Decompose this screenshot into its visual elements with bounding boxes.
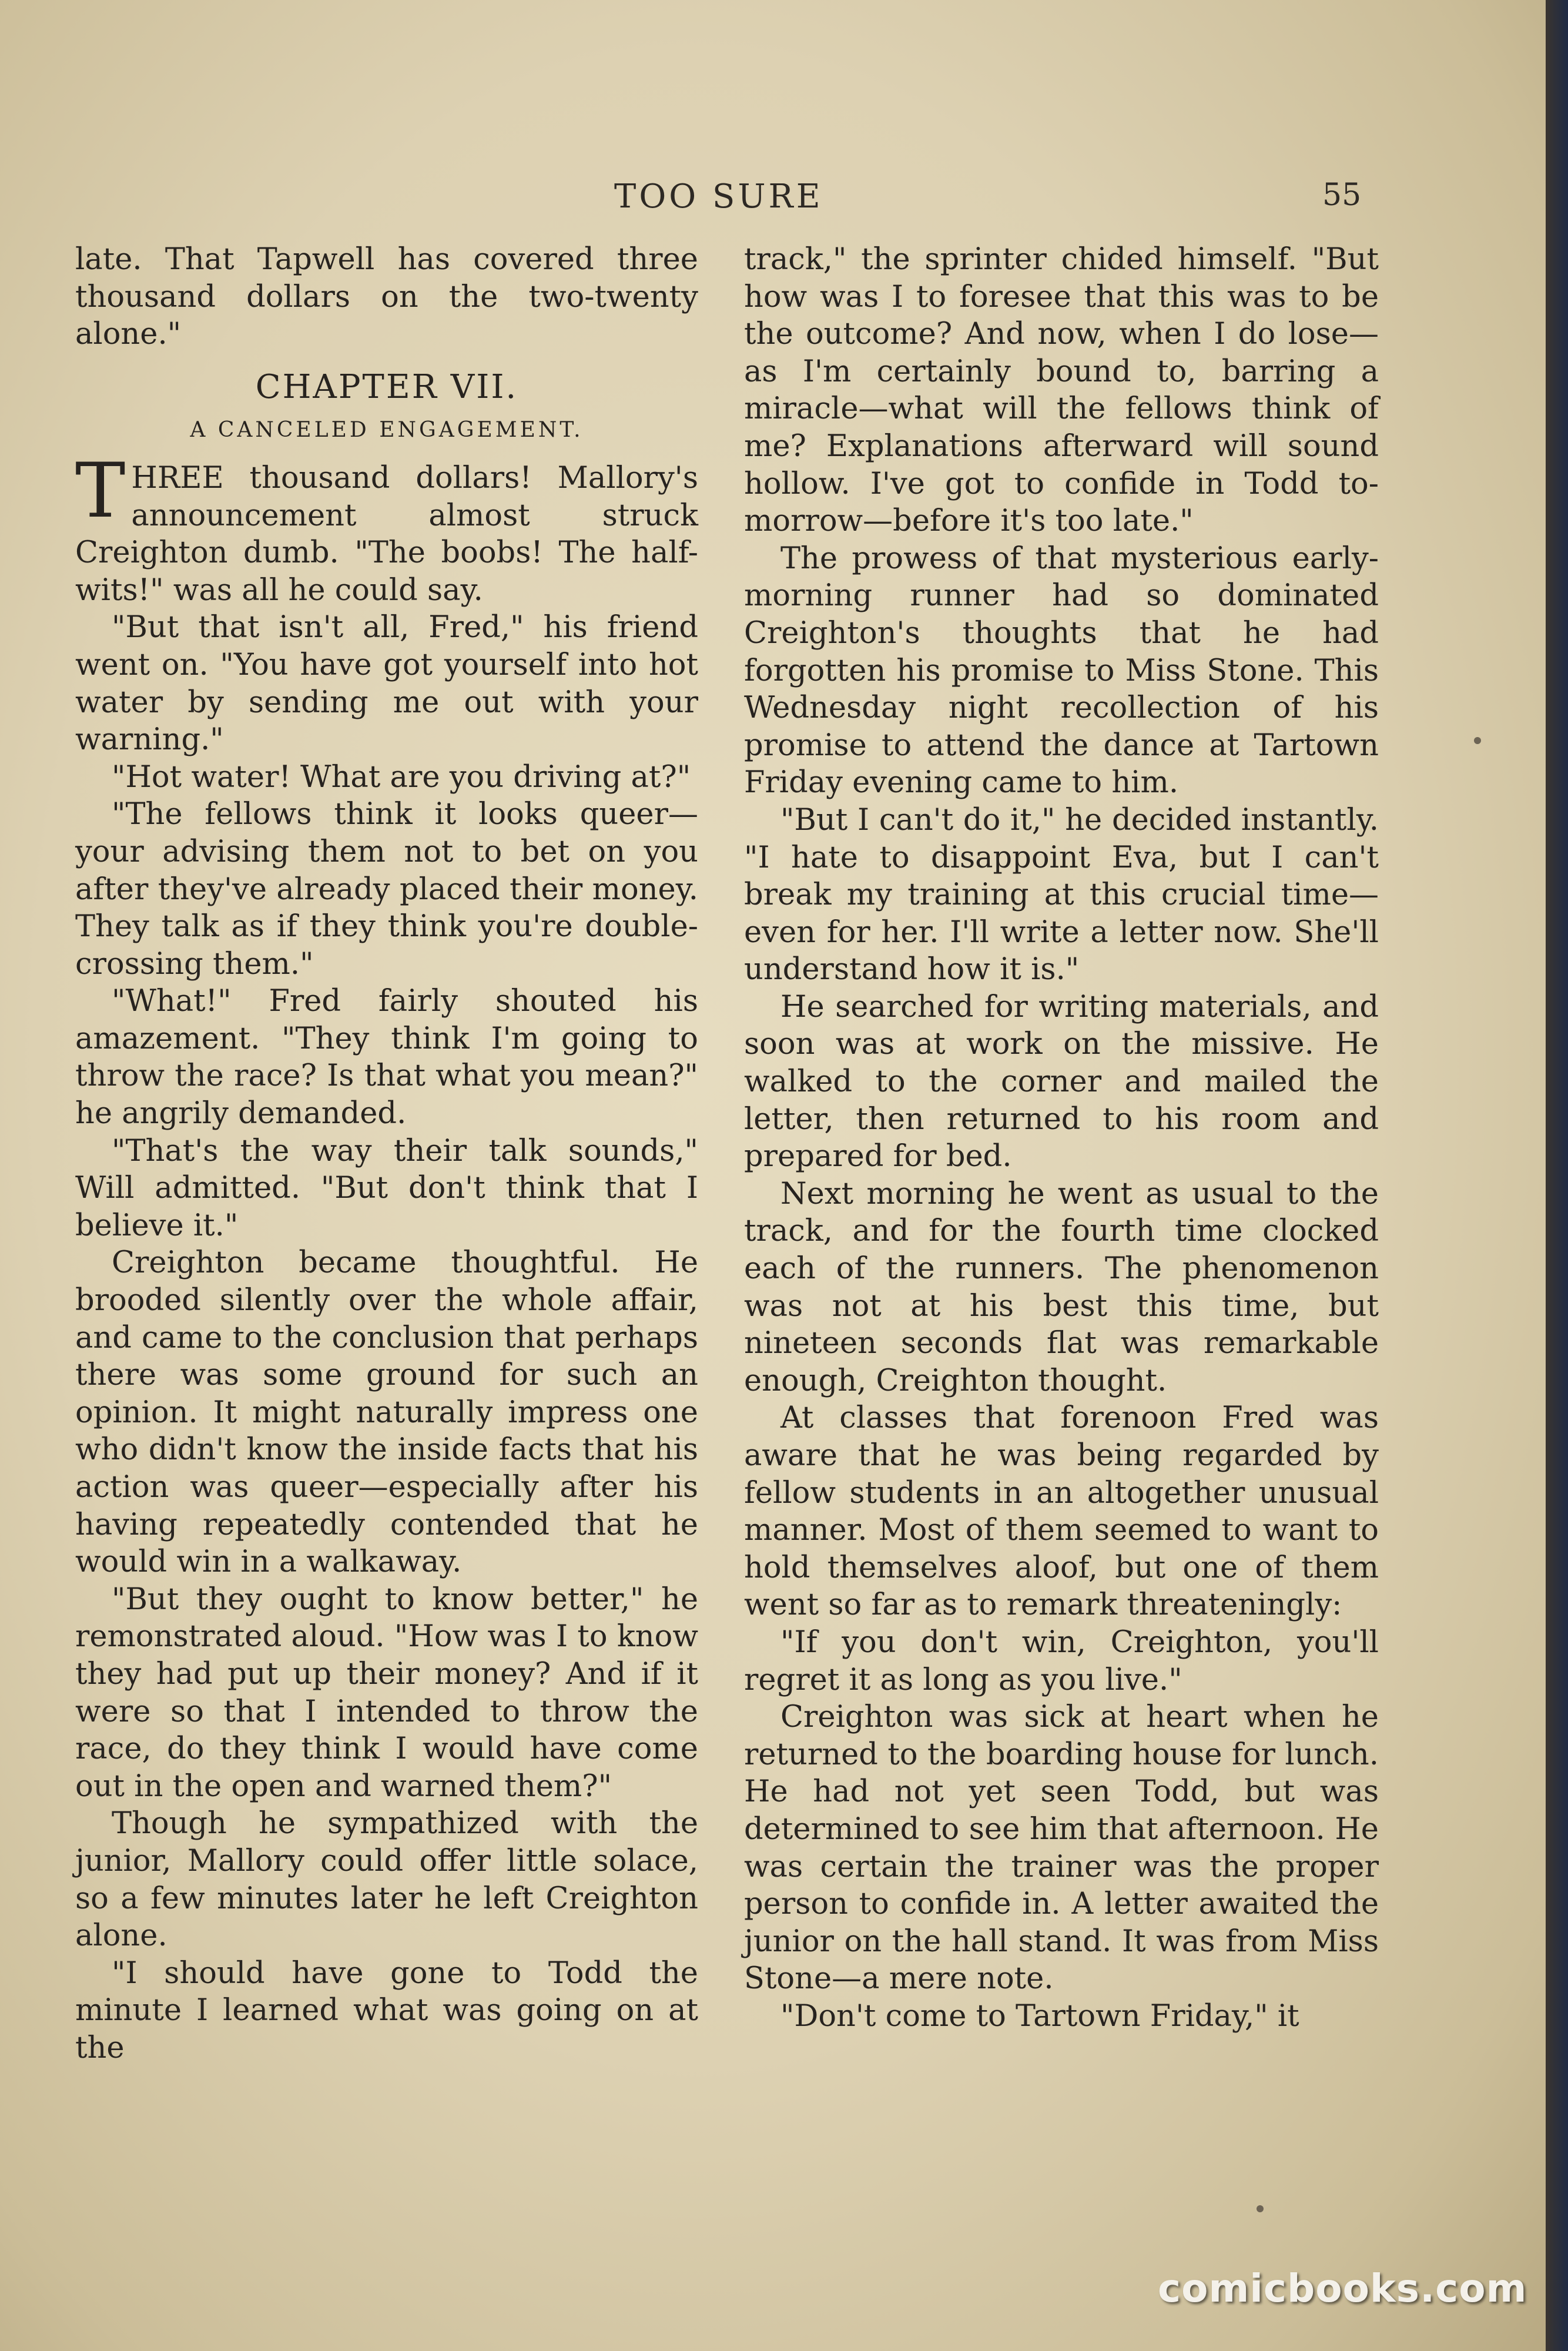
paragraph: track," the sprinter chided himself. "But how was I to foresee that this was to be the outcome? And now, when I do lose—as I'm certainly bound to, barring a miracle—what will the fellows think of me? Explanations afterward will sound hollow. I've got to confide in Todd to-morrow—before it's too late." (744, 242, 1379, 539)
paragraph: "I should have gone to Todd the minute I learned what was going on at the (75, 1955, 698, 2065)
watermark: comicbooks.com (1158, 2266, 1527, 2311)
page-header (0, 172, 1546, 225)
paragraph: The prowess of that mysterious early-morning runner had so dominated Creighton's thoughts that he had forgotten his promise to Miss Stone. This Wednesday night recollection of his promise to attend the dance at Tartown Friday evening came to him. (744, 541, 1379, 801)
paragraph: Creighton was sick at heart when he returned to the boarding house for lunch. He had not yet seen Todd, but was determined to see him that afternoon. He was certain the trainer was the proper person to confide in. A letter awaited the junior on the hall stand. It was from Miss Stone—a mere note. (744, 1700, 1379, 1997)
chapter-opening-paragraph (75, 447, 698, 609)
drop-cap: T (75, 447, 126, 535)
paper-speck (1474, 737, 1481, 744)
paragraph: late. That Tapwell has covered three thousand dollars on the two-twenty alone." (75, 242, 698, 352)
paragraph: "But that isn't all, Fred," his friend went on. "You have got yourself into hot water by sending me out with your warning." (75, 610, 698, 758)
paragraph: Next morning he went as usual to the track, and for the fourth time clocked each of the runners. The phenomenon was not at his best this time, but nineteen seconds flat was remarkable enough, Creighton thought. (744, 1176, 1379, 1398)
paragraph: Though he sympathized with the junior, Mallory could offer little solace, so a few minutes later he left Creighton alone. (75, 1806, 698, 1954)
running-title: TOO SURE (614, 178, 823, 216)
paper-speck (1257, 2205, 1264, 2212)
chapter-subtitle: A CANCELED ENGAGEMENT. (190, 418, 584, 443)
paragraph: "Hot water! What are you driving at?" (112, 759, 691, 795)
chapter-heading: CHAPTER VII. (255, 367, 518, 406)
left-column (75, 241, 698, 2145)
paragraph: He searched for writing materials, and soon was at work on the missive. He walked to the corner and mailed the letter, then returned to his room and prepared for bed. (744, 989, 1379, 1174)
paragraph: "That's the way their talk sounds," Will admitted. "But don't think that I believe it." (75, 1133, 698, 1243)
paragraph: "Don't come to Tartown Friday," it (780, 1998, 1299, 2034)
right-column (744, 241, 1379, 2145)
paragraph: "But I can't do it," he decided instantly. "I hate to disappoint Eva, but I can't break my training at this crucial time—even for her. I'll write a letter now. She'll understand how it is." (744, 802, 1379, 987)
book-spine-edge (1546, 0, 1568, 2351)
paragraph: "If you don't win, Creighton, you'll regret it as long as you live." (744, 1625, 1379, 1697)
paragraph: "The fellows think it looks queer—your advising them not to bet on you after they've already placed their money. They talk as if they think you're double-crossing them." (75, 797, 698, 982)
paragraph: Creighton became thoughtful. He brooded silently over the whole affair, and came to the conclusion that perhaps there was some ground for such an opinion. It might naturally impress one who didn't know the inside facts that his action was queer—especially after his having repeatedly contended that he would win in a walkaway. (75, 1245, 698, 1580)
paragraph: "What!" Fred fairly shouted his amazement. "They think I'm going to throw the race? Is that what you mean?" he angrily demanded. (75, 984, 698, 1131)
page-number: 55 (1322, 178, 1362, 213)
paragraph-text: HREE thousand dollars! Mallory's announcement almost struck Creighton dumb. "The boobs! The half-wits!" was all he could say. (75, 460, 698, 608)
paragraph: "But they ought to know better," he remonstrated aloud. "How was I to know they had put up their money? And if it were so that I intended to throw the race, do they think I would have come out in the open and warned them?" (75, 1582, 698, 1804)
paragraph: At classes that forenoon Fred was aware that he was being regarded by fellow students in an altogether unusual manner. Most of them seemed to want to hold themselves aloof, but one of them went so far as to remark threateningly: (744, 1401, 1379, 1623)
